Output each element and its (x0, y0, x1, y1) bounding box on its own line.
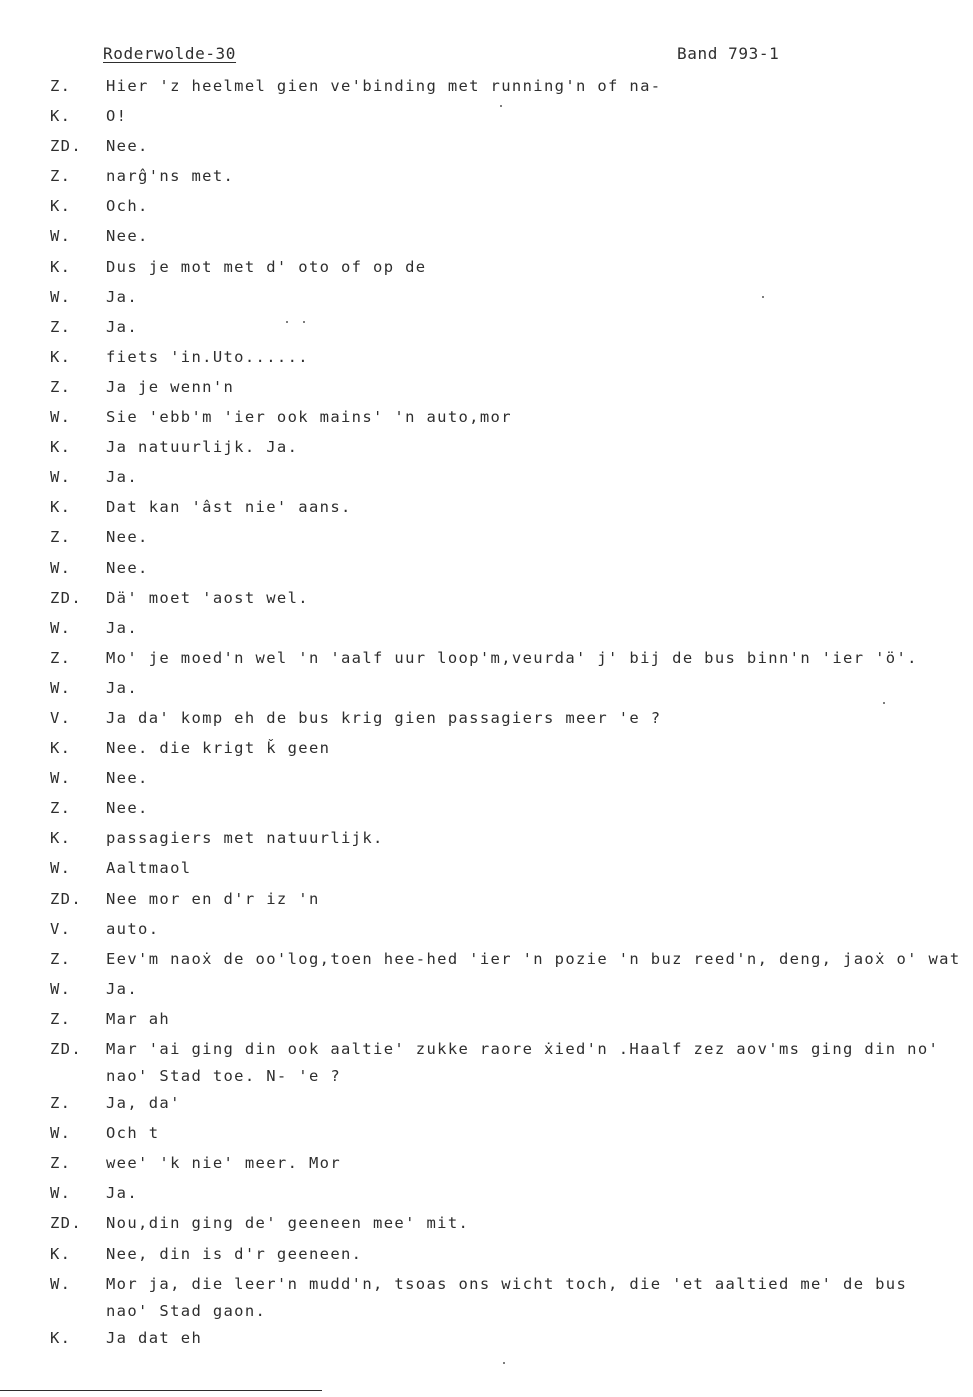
speaker-label: K. (50, 107, 72, 126)
speaker-label: K. (50, 438, 72, 457)
utterance-text: Ja. (106, 1184, 139, 1203)
dialogue-line (0, 317, 973, 347)
speaker-label: W. (50, 769, 72, 788)
speaker-label: ZD. (50, 588, 83, 607)
speaker-label: K. (50, 257, 72, 276)
utterance-text: Dä' moet 'aost wel. (106, 588, 309, 607)
utterance-text: Nee. (106, 227, 149, 246)
utterance-text: Ja. (106, 678, 139, 697)
speaker-label: Z. (50, 799, 72, 818)
speaker-label: W. (50, 227, 72, 246)
dialogue-line (0, 166, 973, 196)
utterance-text: Ja da' komp eh de bus krig gien passagiers meer 'e ? (106, 708, 662, 727)
speaker-label: W. (50, 408, 72, 427)
speaker-label: Z. (50, 648, 72, 667)
speaker-label: ZD. (50, 137, 83, 156)
utterance-text: Nee, din is d'r geeneen. (106, 1244, 363, 1263)
speaker-label: K. (50, 498, 72, 517)
dialogue-line (0, 377, 973, 407)
utterance-text: Ja. (106, 317, 139, 336)
dialogue-line (0, 1153, 973, 1183)
utterance-text: Ja dat eh (106, 1328, 203, 1347)
dialogue-line (0, 858, 973, 888)
speaker-label: ZD. (50, 1214, 83, 1233)
utterance-text: nao' Stad gaon. (106, 1301, 267, 1320)
dialogue-line (0, 1039, 973, 1069)
speaker-label: W. (50, 468, 72, 487)
speaker-label: K. (50, 829, 72, 848)
scan-speck (883, 702, 885, 704)
dialogue-line (0, 618, 973, 648)
utterance-text: Och. (106, 197, 149, 216)
utterance-text: Nee. die krigt ǩ geen (106, 739, 331, 758)
dialogue-line (0, 437, 973, 467)
speaker-label: Z. (50, 528, 72, 547)
utterance-text: Ja. (106, 979, 139, 998)
dialogue-line (0, 768, 973, 798)
dialogue-line (0, 558, 973, 588)
utterance-text: passagiers met natuurlijk. (106, 829, 384, 848)
utterance-text: Nee mor en d'r iz 'n (106, 889, 320, 908)
dialogue-line (0, 497, 973, 527)
speaker-label: W. (50, 979, 72, 998)
speaker-label: Z. (50, 377, 72, 396)
speaker-label: W. (50, 618, 72, 637)
utterance-text: Nee. (106, 769, 149, 788)
dialogue-line (0, 1274, 973, 1304)
speaker-label: W. (50, 859, 72, 878)
dialogue-line (0, 678, 973, 708)
utterance-text: Mor ja, die leer'n mudd'n, tsoas ons wicht toch, die 'et aaltied me' de bus (106, 1274, 908, 1293)
utterance-text: Nee. (106, 799, 149, 818)
speaker-label: W. (50, 1274, 72, 1293)
utterance-text: Nee. (106, 528, 149, 547)
utterance-text: auto. (106, 919, 160, 938)
scan-speck (500, 105, 502, 107)
speaker-label: W. (50, 1124, 72, 1143)
speaker-label: K. (50, 197, 72, 216)
utterance-text: Nee. (106, 137, 149, 156)
utterance-text: Hier 'z heelmel gien ve'binding met running'n of na- (106, 77, 662, 95)
dialogue-line (0, 949, 973, 979)
dialogue-line (0, 979, 973, 1009)
utterance-text: Dat kan 'âst nie' aans. (106, 498, 352, 517)
dialogue-line (0, 1009, 973, 1039)
dialogue-line (0, 708, 973, 738)
speaker-label: V. (50, 708, 72, 727)
scan-speck (762, 296, 764, 298)
dialogue-line (0, 919, 973, 949)
speaker-label: V. (50, 919, 72, 938)
dialogue-line (0, 257, 973, 287)
dialogue-line (0, 1328, 973, 1358)
utterance-text: O! (106, 107, 128, 126)
utterance-text: Aaltmaol (106, 859, 192, 878)
speaker-label: Z. (50, 949, 72, 968)
utterance-text: Ja. (106, 618, 139, 637)
dialogue-line (0, 527, 973, 557)
dialogue-line (0, 407, 973, 437)
transcript-title: Roderwolde-30 (103, 44, 237, 63)
speaker-label: Z. (50, 317, 72, 336)
utterance-text: nao' Stad toe. N- 'e ? (106, 1067, 341, 1086)
utterance-text: Ja, da' (106, 1094, 181, 1113)
dialogue-line (0, 648, 973, 678)
utterance-text: fiets 'in.Uto...... (106, 347, 309, 366)
dialogue-line (0, 1183, 973, 1213)
utterance-text: Ja je wenn'n (106, 377, 235, 396)
dialogue-line (0, 828, 973, 858)
utterance-text: Mar ah (106, 1009, 171, 1028)
speaker-label: Z. (50, 1154, 72, 1173)
speaker-label: W. (50, 287, 72, 306)
utterance-text: Nou,din ging de' geeneen mee' mit. (106, 1214, 470, 1233)
speaker-label: W. (50, 678, 72, 697)
speaker-label: ZD. (50, 889, 83, 908)
dialogue-line (0, 588, 973, 618)
dialogue-line (0, 738, 973, 768)
scan-speck (503, 1362, 505, 1364)
speaker-label: W. (50, 558, 72, 577)
speaker-label: K. (50, 1244, 72, 1263)
dialogue-line (0, 287, 973, 317)
speaker-label: K. (50, 347, 72, 366)
dialogue-line (0, 226, 973, 256)
continuation-line (0, 1066, 973, 1093)
speaker-label: ZD. (50, 1040, 83, 1058)
dialogue-line (0, 106, 973, 136)
utterance-text: Dus je mot met d' oto of op de (106, 257, 427, 276)
scan-speck (303, 321, 305, 323)
utterance-text: Eev'm naoẋ de oo'log,toen hee-hed 'ier 'n pozie 'n buz reed'n, deng, jaoẋ o' wat (106, 949, 961, 968)
utterance-text: Mo' je moed'n wel 'n 'aalf uur loop'm,veurda' j' bij de bus binn'n 'ier 'ö'. (106, 648, 918, 667)
dialogue-line (0, 889, 973, 919)
speaker-label: Z. (50, 1009, 72, 1028)
dialogue-line (0, 798, 973, 828)
dialogue-line (0, 1093, 973, 1123)
utterance-text: narĝ'ns met. (106, 167, 235, 186)
utterance-text: Ja. (106, 287, 139, 306)
dialogue-line (0, 196, 973, 226)
dialogue-line (0, 136, 973, 166)
dialogue-line (0, 76, 973, 106)
speaker-label: W. (50, 1184, 72, 1203)
speaker-label: K. (50, 1328, 72, 1347)
utterance-text: Mar 'ai ging din ook aaltie' zukke raore ẋied'n .Haalf zez aov'ms ging din no' (106, 1040, 940, 1058)
utterance-text: Ja. (106, 468, 139, 487)
speaker-label: Z. (50, 77, 72, 95)
speaker-label: Z. (50, 167, 72, 186)
dialogue-line (0, 1213, 973, 1243)
utterance-text: Sie 'ebb'm 'ier ook mains' 'n auto,mor (106, 408, 512, 427)
dialogue-line (0, 1123, 973, 1153)
speaker-label: Z. (50, 1094, 72, 1113)
utterance-text: Nee. (106, 558, 149, 577)
continuation-line (0, 1301, 973, 1328)
dialogue-line (0, 467, 973, 497)
band-number: Band 793-1 (677, 44, 780, 63)
dialogue-line (0, 347, 973, 377)
dialogue-line (0, 1244, 973, 1274)
dialogue-lines (0, 76, 973, 1358)
utterance-text: Ja natuurlijk. Ja. (106, 438, 299, 457)
utterance-text: Och t (106, 1124, 160, 1143)
footer-rule (0, 1390, 322, 1391)
scan-speck (286, 321, 288, 323)
utterance-text: wee' 'k nie' meer. Mor (106, 1154, 341, 1173)
speaker-label: K. (50, 739, 72, 758)
